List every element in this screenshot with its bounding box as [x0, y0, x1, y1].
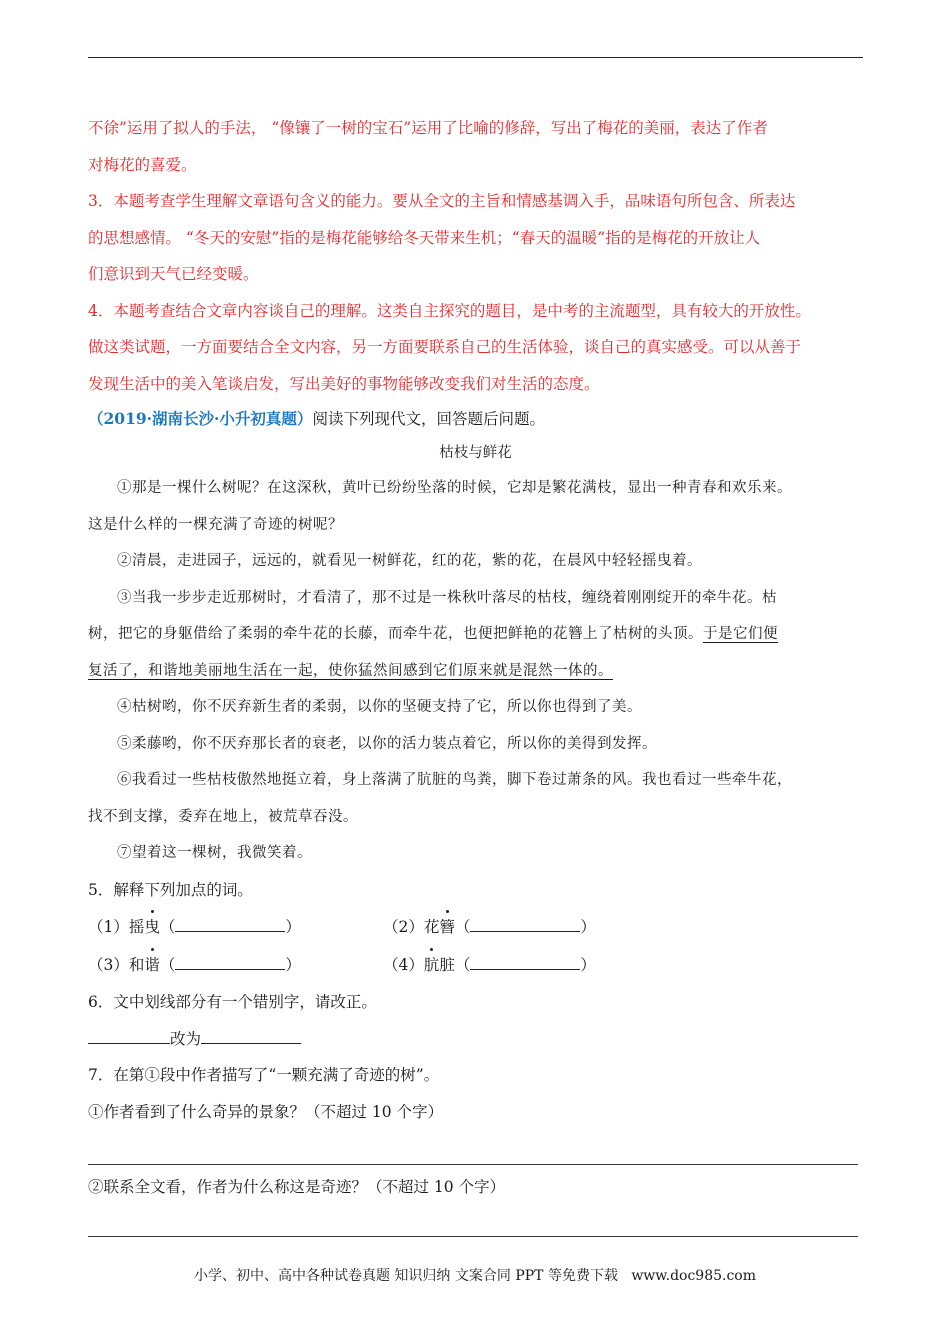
paren: ） [580, 918, 596, 936]
source-instruction: 阅读下列现代文，回答题后问题。 [312, 410, 545, 428]
paren: ） [580, 956, 596, 974]
q5-word: 和 [128, 956, 145, 974]
q6-answer-line [88, 1021, 863, 1058]
analysis-section [88, 110, 863, 402]
q5-item-number: （3） [88, 956, 129, 974]
question-7-1: ①作者看到了什么奇异的景象？（不超过 10 个字） [88, 1102, 444, 1121]
footer-url[interactable]: www.doc985.com [631, 1268, 757, 1284]
article-paragraph-2: ②清晨，走进园子，远远的，就看见一树鲜花，红的花，紫的花，在晨风中轻轻摇曳着。 [117, 553, 702, 569]
dotted-character: 肮 [424, 946, 440, 984]
answer-blank[interactable] [470, 951, 580, 970]
q5-word: 摇 [128, 918, 145, 936]
analysis-line: 们意识到天气已经变暖。 [88, 265, 259, 283]
q5-word: 脏 [439, 956, 455, 974]
q5-item [383, 908, 678, 946]
dotted-character: 曳 [144, 908, 160, 946]
dotted-character: 谐 [144, 946, 160, 984]
question-6: 6．文中划线部分有一个错别字，请改正。 [88, 993, 377, 1011]
paren: （ [454, 956, 471, 974]
answer-blank[interactable] [175, 913, 285, 932]
page-footer [0, 1265, 950, 1285]
questions-section [88, 872, 863, 1237]
article-line [88, 616, 863, 653]
header-rule [88, 57, 863, 58]
article-line [88, 653, 863, 690]
dotted-character: 簪 [439, 908, 455, 946]
q5-item [88, 908, 383, 946]
underlined-sentence: 复活了，和谐地美丽地生活在一起，使你猛然间感到它们原来就是混然一体的。 [88, 662, 613, 679]
q5-item [383, 946, 678, 984]
article-line: 这是什么样的一棵充满了奇迹的树呢？ [88, 516, 343, 533]
article-line: 找不到支撑，委弃在地上，被荒草吞没。 [88, 808, 358, 825]
analysis-line: 对梅花的喜爱。 [88, 155, 197, 174]
paren: （ [159, 918, 176, 936]
analysis-item-3: 3．本题考查学生理解文章语句含义的能力。要从全文的主旨和情感基调入手，品味语句所包含、所表达 [88, 192, 796, 210]
q5-word: 花 [423, 918, 440, 936]
q6-change-label: 改为 [170, 1029, 202, 1048]
footer-text: 小学、初中、高中各种试卷真题 知识归纳 文案合同 PPT 等免费下载 [193, 1268, 618, 1284]
answer-line[interactable] [88, 1164, 858, 1165]
q5-row [88, 946, 863, 984]
article-paragraph-1: ①那是一棵什么树呢？在这深秋，黄叶已纷纷坠落的时候，它却是繁花满枝，显出一种青春和欢乐来。 [117, 480, 792, 496]
q5-item-number: （4） [383, 956, 424, 974]
q5-item-number: （1） [88, 918, 129, 936]
article-paragraph-4: ④枯树哟，你不厌弃新生者的柔弱，以你的坚硬支持了它，所以你也得到了美。 [117, 699, 642, 715]
article-title: 枯枝与鲜花 [439, 445, 512, 461]
question-7-2: ②联系全文看，作者为什么称这是奇迹？（不超过 10 个字） [88, 1178, 506, 1196]
analysis-line: 不徐”运用了拟人的手法， “像镶了一树的宝石”运用了比喻的修辞，写出了梅花的美丽，表达了作者 [88, 119, 768, 137]
analysis-line: 的思想感情。 “冬天的安慰”指的是梅花能够给冬天带来生机；“春天的温暖”指的是梅花的开放让人 [88, 228, 761, 247]
paren: （ [454, 918, 471, 936]
article-body [88, 470, 863, 872]
answer-blank[interactable] [88, 1025, 170, 1044]
answer-blank[interactable] [470, 913, 580, 932]
paren: ） [285, 956, 301, 974]
article-paragraph-6: ⑥我看过一些枯枝傲然地挺立着，身上落满了肮脏的鸟粪，脚下卷过萧条的风。我也看过一些牵牛花， [117, 772, 792, 788]
paren: ） [285, 918, 301, 936]
analysis-line: 做这类试题，一方面要结合全文内容，另一方面要联系自己的生活体验，谈自己的真实感受。可以从善于 [88, 338, 802, 356]
article-text: 树，把它的身躯借给了柔弱的牵牛花的长藤，而牵牛花，也便把鲜艳的花簪上了枯树的头顶。 [88, 626, 703, 642]
source-tag: （2019·湖南长沙·小升初真题） [88, 409, 313, 428]
source-line [88, 402, 863, 436]
analysis-line: 发现生活中的美入笔谈启发，写出美好的事物能够改变我们对生活的态度。 [88, 374, 600, 393]
question-7: 7．在第①段中作者描写了“一颗充满了奇迹的树”。 [88, 1066, 440, 1084]
article-paragraph-7: ⑦望着这一棵树，我微笑着。 [117, 845, 312, 861]
q5-item [88, 946, 383, 984]
analysis-item-4: 4．本题考查结合文章内容谈自己的理解。这类自主探究的题目，是中考的主流题型，具有较大的开放性。 [88, 301, 811, 320]
article-paragraph-5: ⑤柔藤哟，你不厌弃那长者的衰老，以你的活力装点着它，所以你的美得到发挥。 [117, 735, 657, 752]
q5-row [88, 908, 863, 946]
q5-item-number: （2） [383, 918, 424, 936]
paren: （ [159, 956, 176, 974]
answer-blank[interactable] [175, 951, 285, 970]
underlined-sentence: 于是它们便 [703, 626, 778, 642]
page-content [88, 110, 863, 1237]
article-paragraph-3: ③当我一步步走近那树时，才看清了，那不过是一株秋叶落尽的枯枝，缠绕着刚刚绽开的牵牛花。枯 [117, 589, 777, 606]
answer-line[interactable] [88, 1236, 858, 1237]
question-5: 5．解释下列加点的词。 [88, 880, 253, 899]
answer-blank[interactable] [201, 1025, 301, 1044]
